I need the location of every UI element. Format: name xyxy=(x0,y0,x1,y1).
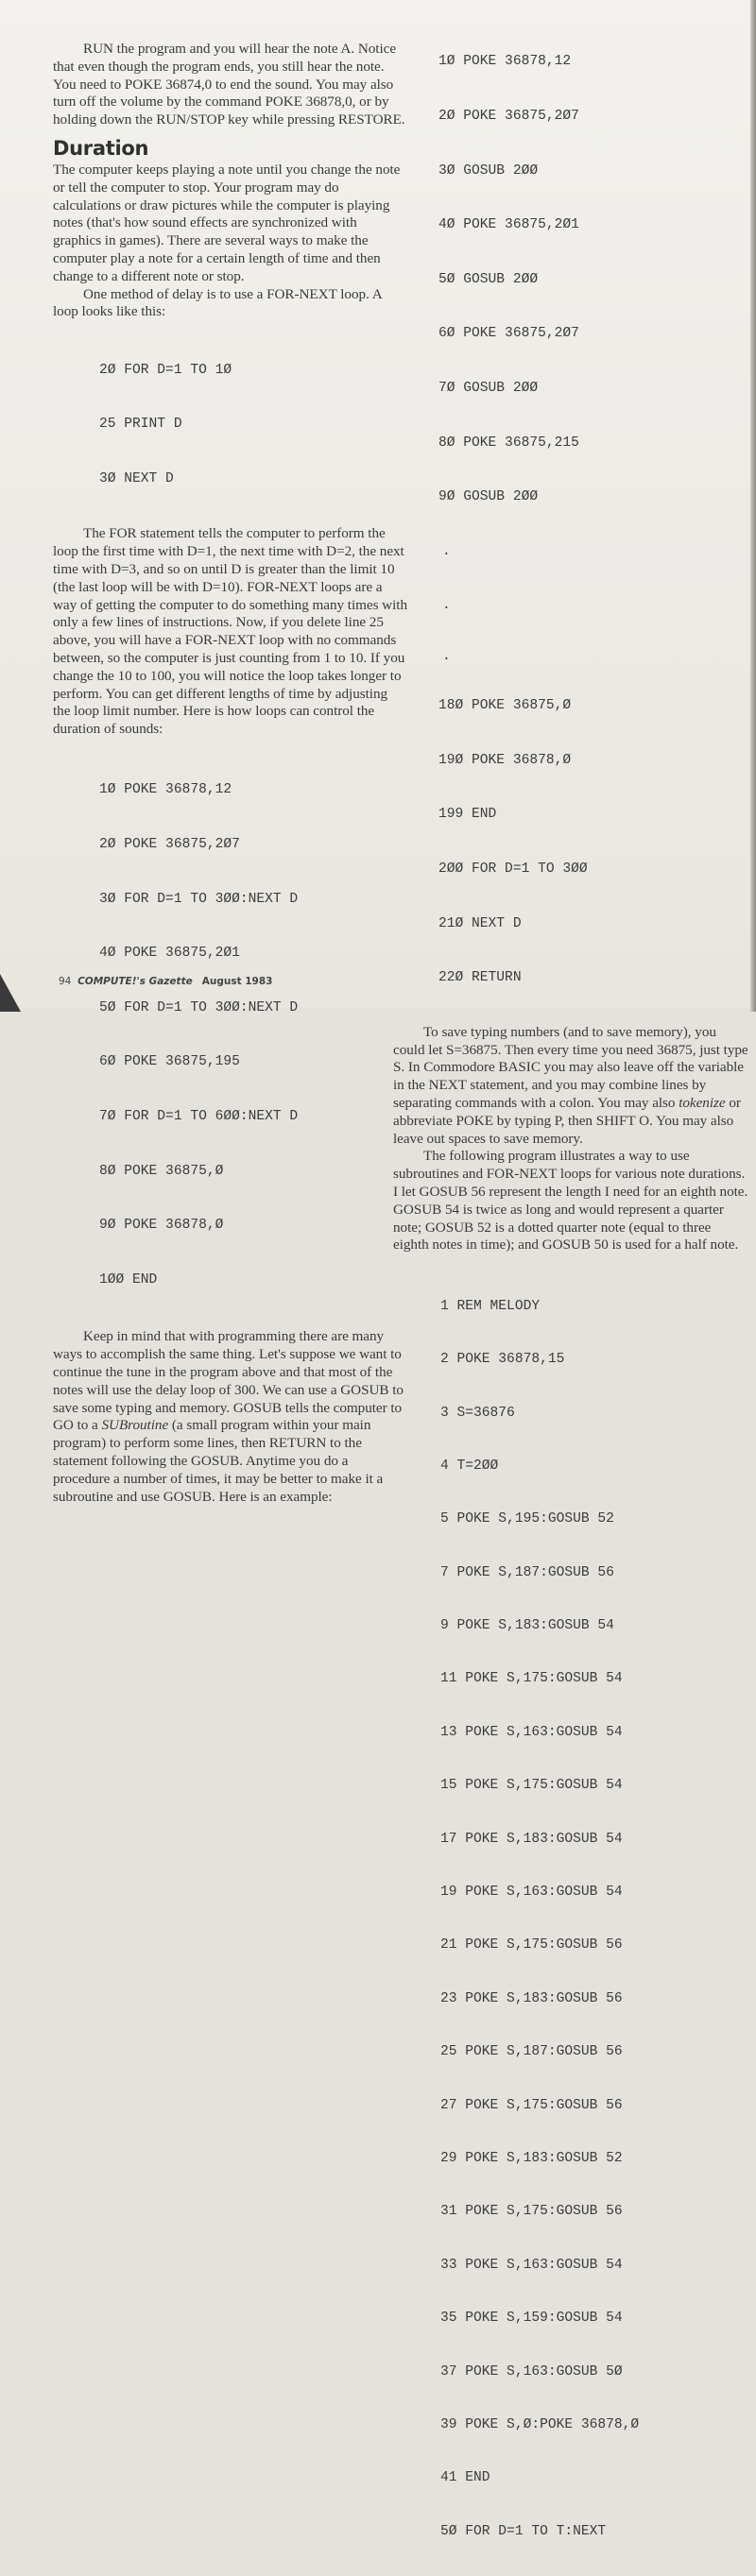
code-line: 3Ø GOSUB 2ØØ xyxy=(438,162,539,179)
code-line: 39 POKE S,Ø:POKE 36878,Ø xyxy=(440,2416,640,2432)
code-line: 25 PRINT D xyxy=(99,417,182,433)
text-run: (a small program within your main program) to perform some lines, then RETURN to the statement following the GOSUB. Anytime you do a procedure a number of times, it may be better to make it a subroutine and use GOSUB. Here is an example: xyxy=(53,1417,384,1505)
code-line: 23 POKE S,183:GOSUB 56 xyxy=(440,1990,623,2006)
page-corner-shadow xyxy=(0,974,21,1012)
code-line: 4Ø POKE 36875,2Ø1 xyxy=(99,946,240,962)
code-line: 15 POKE S,175:GOSUB 54 xyxy=(440,1778,623,1794)
code-line: 4 T=2ØØ xyxy=(440,1458,499,1474)
code-line: 19Ø POKE 36878,Ø xyxy=(438,752,572,768)
code-line: 8Ø POKE 36875,215 xyxy=(438,435,579,451)
code-line: 9 POKE S,183:GOSUB 54 xyxy=(440,1618,614,1634)
code-line: 2Ø POKE 36875,2Ø7 xyxy=(99,836,240,852)
code-line: 41 END xyxy=(440,2470,490,2486)
paragraph-delay-method: One method of delay is to use a FOR-NEXT loop. A loop looks like this: xyxy=(53,285,382,320)
paragraph-run-program: RUN the program and you will hear the note A. Notice that even though the program ends, you still hear the note. You need to POKE 36874,0 to end the sound. You may also turn off the volume by the command POKE 36878,0, or by holding down the RUN/STOP key while pressing RESTORE. xyxy=(53,41,405,128)
code-line: 33 POKE S,163:GOSUB 54 xyxy=(440,2257,623,2273)
text-run: To save typing numbers (and to save memory), you could let S=36875. Then every time you need 36875, just type S. In Commodore BASIC you may also leave off the variable in the NEXT statement, and you may combine lines by separating commands with a colon. You may also xyxy=(393,1023,748,1111)
code-line: 19 POKE S,163:GOSUB 54 xyxy=(440,1885,623,1901)
page-edge-shadow xyxy=(750,0,756,1012)
paragraph-following-program: The following program illustrates a way to use subroutines and FOR-NEXT loops for various note durations. I let GOSUB 56 represent the length I need for an eighth note. GOSUB 54 is twice as long and would represent a quarter note; GOSUB 52 is a dotted quarter note (equal to three eighth notes in time); and GOSUB 50 is used for a half note. xyxy=(393,1148,748,1254)
code-line: 5Ø GOSUB 2ØØ xyxy=(438,271,539,287)
code-line: 31 POKE S,175:GOSUB 56 xyxy=(440,2204,623,2220)
code-line: 2ØØ FOR D=1 TO 3ØØ xyxy=(438,861,588,877)
code-line: 29 POKE S,183:GOSUB 52 xyxy=(440,2150,623,2166)
code-line: 3Ø NEXT D xyxy=(99,470,174,486)
paragraph-for-statement: The FOR statement tells the computer to perform the loop the first time with D=1, the next time with D=2, the next time with D=3, and so on until D is greater than the limit 10 (the last loop will be with D=10). FOR-NEXT loops are a way of getting the computer to do something many times with only a few lines of instructions. Now, if you delete line 25 above, you will have a FOR-NEXT loop with no commands between, so the computer is just counting from 1 to 10. If you change the 10 to 100, you will notice the loop takes longer to perform. You can get different lengths of time by adjusting the loop limit number. Here is how loops can control the duration of sounds: xyxy=(53,525,407,738)
code-line: 4Ø POKE 36875,2Ø1 xyxy=(438,217,579,233)
text-run: Keep in mind that with programming there are many ways to accomplish the same thing. Let's suppose we want to continue the tune in the program above and that most of the notes will use the delay loop of 300. We can use a GOSUB to save some typing and memory. GOSUB tells the computer to GO to a xyxy=(53,1328,404,1434)
page-number: 94 xyxy=(59,976,72,987)
right-column xyxy=(393,17,748,2576)
code-line: 1ØØ END xyxy=(99,1271,158,1288)
code-line: 5Ø FOR D=1 TO T:NEXT xyxy=(440,2523,607,2539)
italic-term-tokenize: tokenize xyxy=(679,1094,726,1111)
code-line: 1Ø POKE 36878,12 xyxy=(438,54,572,70)
code-line: 3Ø FOR D=1 TO 3ØØ:NEXT D xyxy=(99,891,299,907)
code-line: 7Ø FOR D=1 TO 6ØØ:NEXT D xyxy=(99,1109,299,1125)
code-line: 1 REM MELODY xyxy=(440,1298,541,1314)
code-line: 35 POKE S,159:GOSUB 54 xyxy=(440,2311,623,2327)
code-line: 6Ø POKE 36875,2Ø7 xyxy=(438,326,579,342)
code-line: 5Ø FOR D=1 TO 3ØØ:NEXT D xyxy=(99,999,299,1015)
code-line: 21Ø NEXT D xyxy=(438,915,522,931)
code-line: 13 POKE S,163:GOSUB 54 xyxy=(440,1724,623,1740)
code-line: 5 POKE S,195:GOSUB 52 xyxy=(440,1511,614,1527)
magazine-name: COMPUTE!'s Gazette xyxy=(77,976,193,987)
paragraph-keeps-playing: The computer keeps playing a note until you change the note or tell the computer to stop. Your program may do calculations or draw pictures while the computer is playing notes (that's how sound effects are synchronized with graphics in games). There are several ways to make the computer play a note for a certain length of time and then change to a different note or stop. xyxy=(53,161,401,284)
page-footer xyxy=(59,976,272,987)
code-line: 27 POKE S,175:GOSUB 56 xyxy=(440,2097,623,2113)
ellipsis-dot: . xyxy=(442,648,451,664)
left-column xyxy=(53,41,408,1506)
code-line: 22Ø RETURN xyxy=(438,970,522,986)
code-listing-loop xyxy=(53,325,408,524)
section-heading-duration: Duration xyxy=(53,136,149,160)
paragraph-save-typing xyxy=(393,1024,748,1149)
code-line: 18Ø POKE 36875,Ø xyxy=(438,698,572,714)
code-line: 3 S=36876 xyxy=(440,1405,515,1421)
text-run: or abbreviate POKE by typing P, then SHIFT O. You may also leave out spaces to save memory. xyxy=(393,1094,741,1147)
code-line: 9Ø POKE 36878,Ø xyxy=(99,1218,224,1234)
code-line: 9Ø GOSUB 2ØØ xyxy=(438,489,539,505)
code-line: 25 POKE S,187:GOSUB 56 xyxy=(440,2044,623,2060)
code-line: 1Ø POKE 36878,12 xyxy=(99,782,232,798)
code-line: 6Ø POKE 36875,195 xyxy=(99,1054,240,1070)
code-line: 2Ø FOR D=1 TO 1Ø xyxy=(99,362,232,378)
code-line: 8Ø POKE 36875,Ø xyxy=(99,1163,224,1179)
code-line: 199 END xyxy=(438,807,497,823)
code-line: 7Ø GOSUB 2ØØ xyxy=(438,381,539,397)
ellipsis-dot: . xyxy=(442,543,451,559)
code-listing-duration xyxy=(53,745,408,1326)
code-listing-gosub xyxy=(393,17,748,1024)
code-line: 17 POKE S,183:GOSUB 54 xyxy=(440,1831,623,1847)
ellipsis-dot: . xyxy=(442,598,451,614)
paragraph-keep-in-mind xyxy=(53,1328,408,1506)
code-line: 7 POKE S,187:GOSUB 56 xyxy=(440,1564,614,1580)
code-line: 37 POKE S,163:GOSUB 5Ø xyxy=(440,2363,623,2380)
code-line: 21 POKE S,175:GOSUB 56 xyxy=(440,1937,623,1953)
code-listing-melody xyxy=(393,1262,748,2576)
code-line: 2Ø POKE 36875,2Ø7 xyxy=(438,109,579,125)
issue-date: August 1983 xyxy=(201,976,273,987)
code-line: 2 POKE 36878,15 xyxy=(440,1352,565,1368)
code-line: 11 POKE S,175:GOSUB 54 xyxy=(440,1671,623,1687)
italic-term-subroutine: SUBroutine xyxy=(101,1417,169,1434)
